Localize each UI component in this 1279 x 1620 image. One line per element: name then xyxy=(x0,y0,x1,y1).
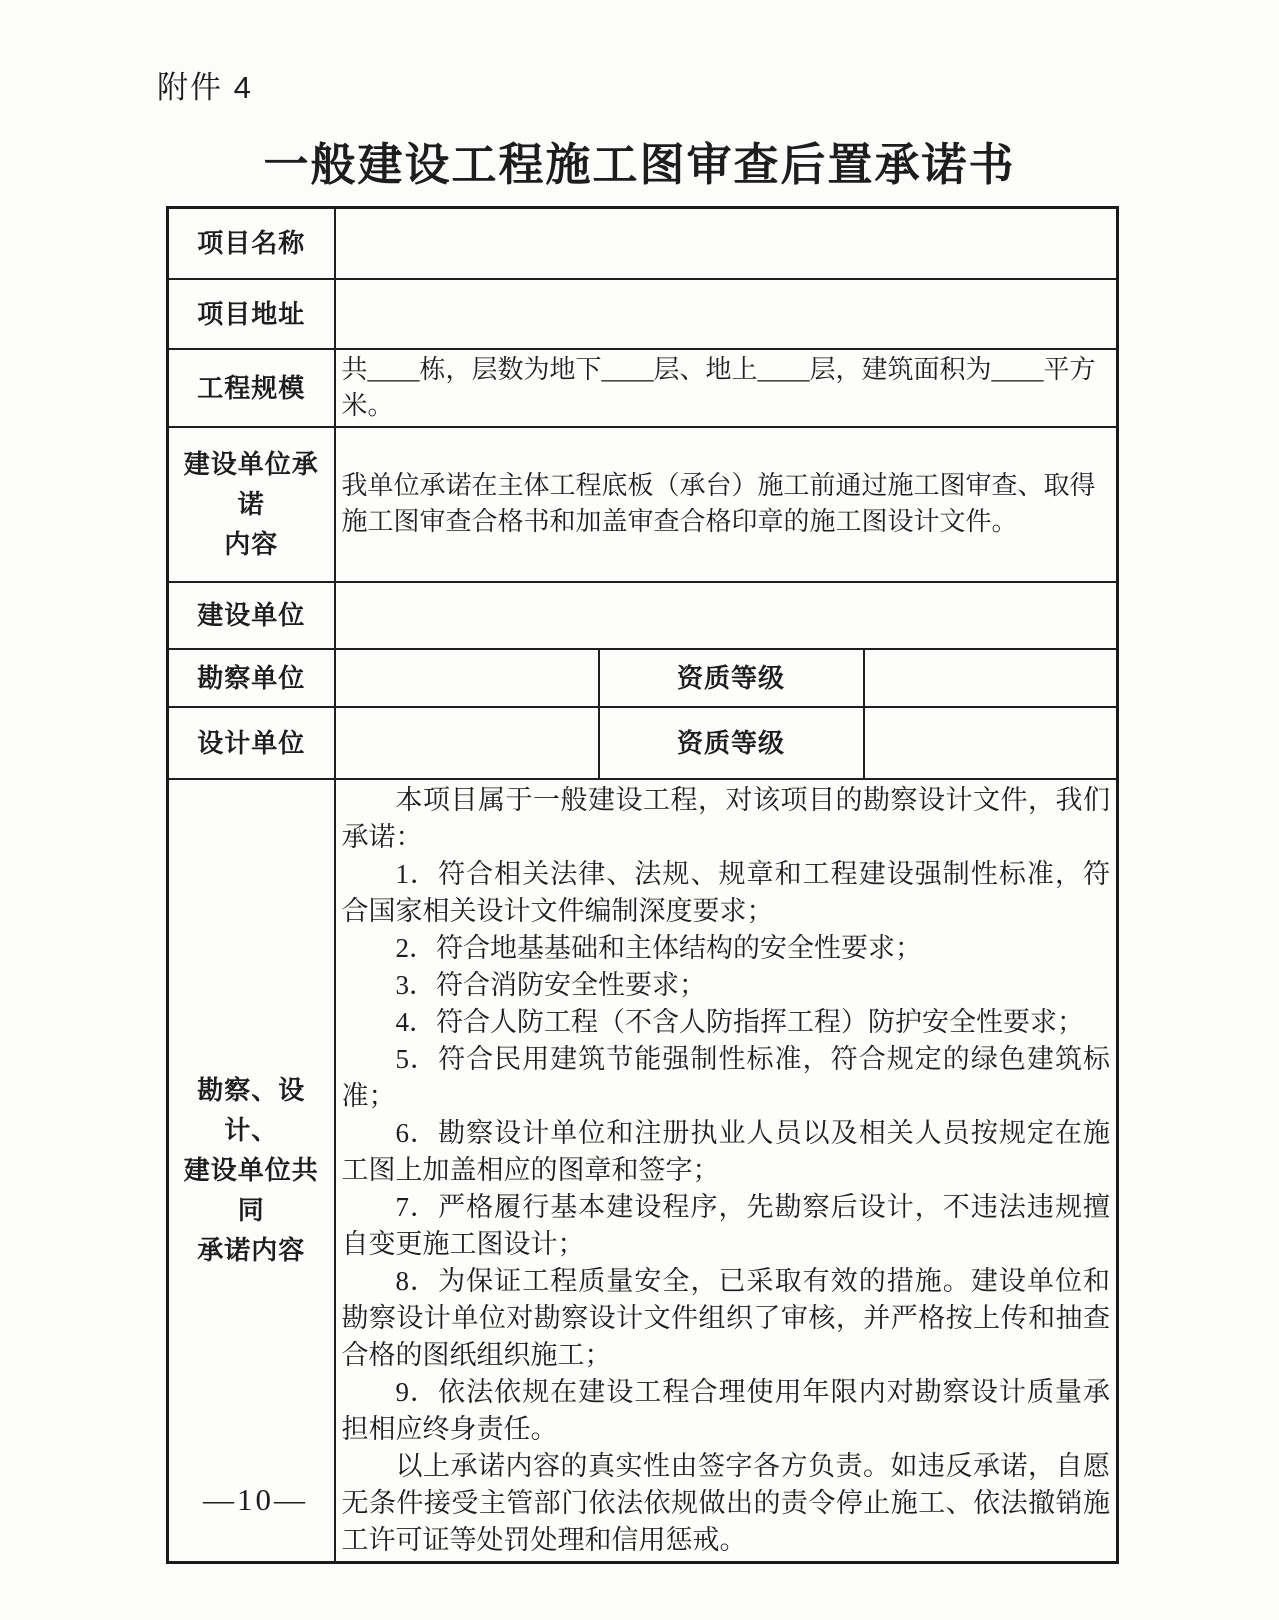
project-scale-text[interactable]: 共____栋，层数为地下____层、地上____层，建筑面积为____平方米。 xyxy=(335,349,1118,427)
commitment-form-table xyxy=(166,206,1119,1564)
joint-commitment-label-line: 勘察、设计、 xyxy=(197,1075,306,1145)
table-row-survey-unit xyxy=(168,649,1118,707)
table-row-owner-commitment xyxy=(168,427,1118,582)
table-row-joint-commitment xyxy=(168,779,1118,1563)
commitment-paragraph: 以上承诺内容的真实性由签字各方负责。如违反承诺，自愿无条件接受主管部门依法依规做出的责令停止施工、依法撤销施工许可证等处罚处理和信用惩戒。 xyxy=(341,1450,1111,1555)
survey-grade-label: 资质等级 xyxy=(599,649,864,707)
table-row-owner xyxy=(168,582,1118,649)
project-address-input-cell[interactable] xyxy=(335,279,1118,349)
design-grade-input-cell[interactable] xyxy=(864,707,1118,779)
table-row-design-unit xyxy=(168,707,1118,779)
joint-commitment-label xyxy=(168,779,335,1563)
commitment-paragraph: 本项目属于一般建设工程，对该项目的勘察设计文件，我们承诺： xyxy=(341,784,1111,852)
commitment-paragraph: 3．符合消防安全性要求； xyxy=(395,969,706,1000)
commitment-paragraph: 1．符合相关法律、法规、规章和工程建设强制性标准，符合国家相关设计文件编制深度要求； xyxy=(341,858,1111,926)
commitment-paragraph: 9．依法依规在建设工程合理使用年限内对勘察设计质量承担相应终身责任。 xyxy=(341,1376,1111,1444)
page-number: —10— xyxy=(203,1482,308,1517)
owner-commitment-label-line: 内容 xyxy=(224,529,279,559)
commitment-paragraph: 7．严格履行基本建设程序，先勘察后设计，不违法违规擅自变更施工图设计； xyxy=(341,1191,1111,1259)
table-row-project-name xyxy=(168,208,1118,279)
project-address-label: 项目地址 xyxy=(168,279,335,349)
survey-unit-label: 勘察单位 xyxy=(168,649,335,707)
joint-commitment-text xyxy=(335,779,1118,1563)
commitment-paragraph: 4．符合人防工程（不含人防指挥工程）防护安全性要求； xyxy=(395,1006,1084,1037)
design-unit-input-cell[interactable] xyxy=(335,707,599,779)
design-grade-label: 资质等级 xyxy=(599,707,864,779)
project-name-label: 项目名称 xyxy=(168,208,335,279)
page-title: 一般建设工程施工图审查后置承诺书 xyxy=(263,140,1016,190)
survey-unit-input-cell[interactable] xyxy=(335,649,599,707)
commitment-paragraph: 2．符合地基基础和主体结构的安全性要求； xyxy=(395,932,922,963)
table-row-project-address xyxy=(168,279,1118,349)
owner-input-cell[interactable] xyxy=(335,582,1118,649)
table-row-project-scale xyxy=(168,349,1118,427)
joint-commitment-label-line: 建设单位共同 xyxy=(183,1155,319,1225)
project-scale-label: 工程规模 xyxy=(168,349,335,427)
commitment-paragraph: 6．勘察设计单位和注册执业人员以及相关人员按规定在施工图上加盖相应的图章和签字； xyxy=(341,1117,1111,1185)
design-unit-label: 设计单位 xyxy=(168,707,335,779)
project-name-input-cell[interactable] xyxy=(335,208,1118,279)
joint-commitment-label-line: 承诺内容 xyxy=(197,1235,306,1265)
commitment-paragraph: 5．符合民用建筑节能强制性标准，符合规定的绿色建筑标准； xyxy=(341,1043,1111,1111)
owner-label: 建设单位 xyxy=(168,582,335,649)
attachment-label: 附件 4 xyxy=(157,70,253,105)
owner-commitment-text: 我单位承诺在主体工程底板（承台）施工前通过施工图审查、取得施工图审查合格书和加盖审查合格印章的施工图设计文件。 xyxy=(335,427,1118,582)
owner-commitment-label xyxy=(168,427,335,582)
survey-grade-input-cell[interactable] xyxy=(864,649,1118,707)
commitment-paragraph: 8．为保证工程质量安全，已采取有效的措施。建设单位和勘察设计单位对勘察设计文件组织了审核，并严格按上传和抽查合格的图纸组织施工； xyxy=(341,1265,1111,1370)
owner-commitment-label-line: 建设单位承诺 xyxy=(183,449,319,519)
